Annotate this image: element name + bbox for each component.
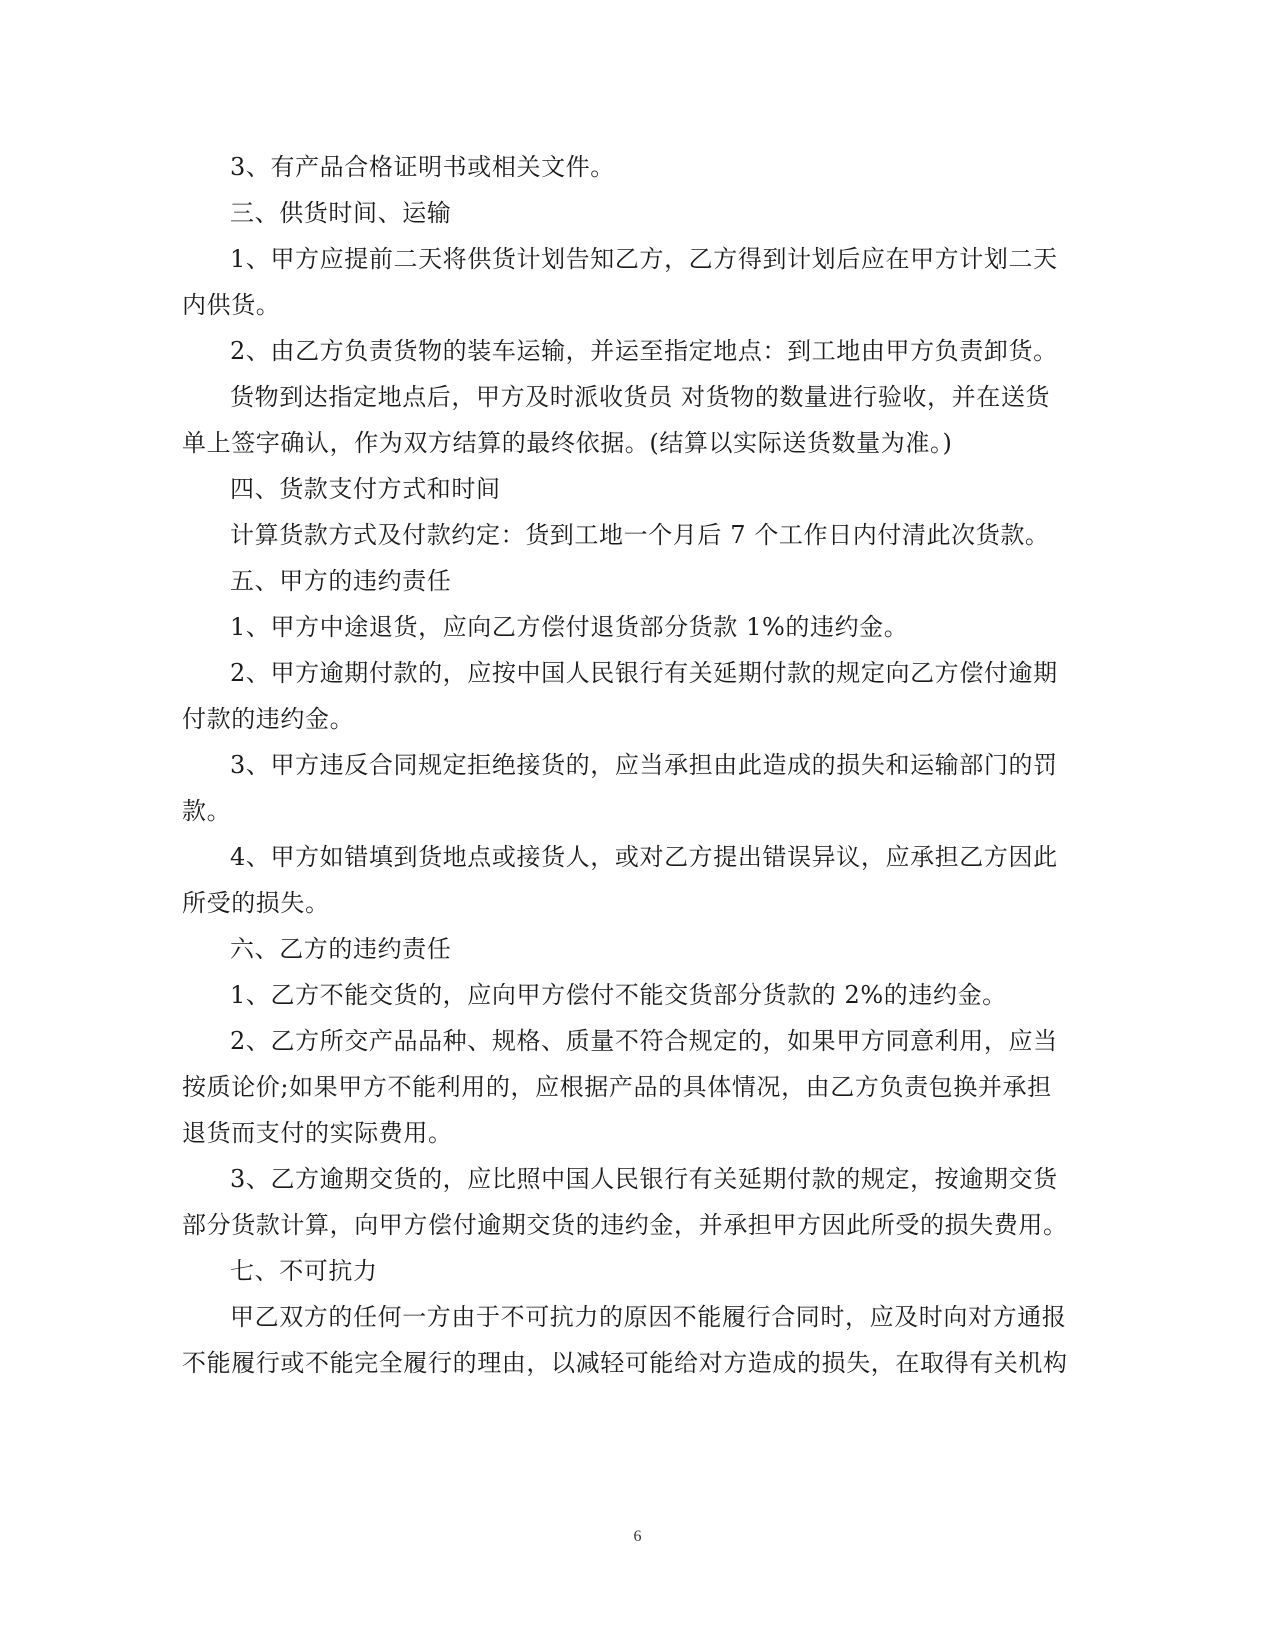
paragraph-line: 部分货款计算，向甲方偿付逾期交货的违约金，并承担甲方因此所受的损失费用。 — [182, 1211, 1068, 1239]
section-heading: 七、不可抗力 — [230, 1257, 378, 1285]
paragraph-line: 1、甲方应提前二天将供货计划告知乙方，乙方得到计划后应在甲方计划二天 — [230, 245, 1058, 273]
paragraph-line: 不能履行或不能完全履行的理由，以减轻可能给对方造成的损失，在取得有关机构 — [182, 1349, 1068, 1377]
paragraph-line: 所受的损失。 — [182, 889, 330, 917]
paragraph-line: 2、乙方所交产品品种、规格、质量不符合规定的，如果甲方同意利用，应当 — [230, 1027, 1058, 1055]
paragraph-line: 货物到达指定地点后，甲方及时派收货员 对货物的数量进行验收，并在送货 — [230, 383, 1051, 411]
paragraph-line: 1、乙方不能交货的，应向甲方偿付不能交货部分货款的 2%的违约金。 — [230, 981, 1007, 1009]
paragraph-line: 退货而支付的实际费用。 — [182, 1119, 453, 1147]
paragraph-line: 3、乙方逾期交货的，应比照中国人民银行有关延期付款的规定，按逾期交货 — [230, 1165, 1058, 1193]
section-heading: 四、货款支付方式和时间 — [230, 475, 501, 503]
section-heading: 六、乙方的违约责任 — [230, 935, 452, 963]
paragraph-line: 甲乙双方的任何一方由于不可抗力的原因不能履行合同时，应及时向对方通报 — [230, 1303, 1067, 1331]
section-heading: 五、甲方的违约责任 — [230, 567, 452, 595]
paragraph-line: 3、有产品合格证明书或相关文件。 — [230, 153, 615, 181]
paragraph-line: 款。 — [182, 797, 232, 825]
paragraph-line: 内供货。 — [182, 291, 281, 319]
section-heading: 三、供货时间、运输 — [230, 199, 452, 227]
paragraph-line: 按质论价;如果甲方不能利用的，应根据产品的具体情况，由乙方负责包换并承担 — [182, 1073, 1052, 1101]
page-number: 6 — [633, 1528, 642, 1545]
paragraph-line: 2、由乙方负责货物的装车运输，并运至指定地点：到工地由甲方负责卸货。 — [230, 337, 1058, 365]
paragraph-line: 4、甲方如错填到货地点或接货人，或对乙方提出错误异议，应承担乙方因此 — [230, 843, 1058, 871]
paragraph-line: 2、甲方逾期付款的，应按中国人民银行有关延期付款的规定向乙方偿付逾期 — [230, 659, 1058, 687]
paragraph-line: 1、甲方中途退货，应向乙方偿付退货部分货款 1%的违约金。 — [230, 613, 909, 641]
paragraph-line: 付款的违约金。 — [182, 705, 355, 733]
paragraph-line: 3、甲方违反合同规定拒绝接货的，应当承担由此造成的损失和运输部门的罚 — [230, 751, 1058, 779]
paragraph-line: 计算货款方式及付款约定：货到工地一个月后 7 个工作日内付清此次货款。 — [230, 521, 1050, 549]
paragraph-line: 单上签字确认，作为双方结算的最终依据。(结算以实际送货数量为准。) — [182, 429, 953, 457]
